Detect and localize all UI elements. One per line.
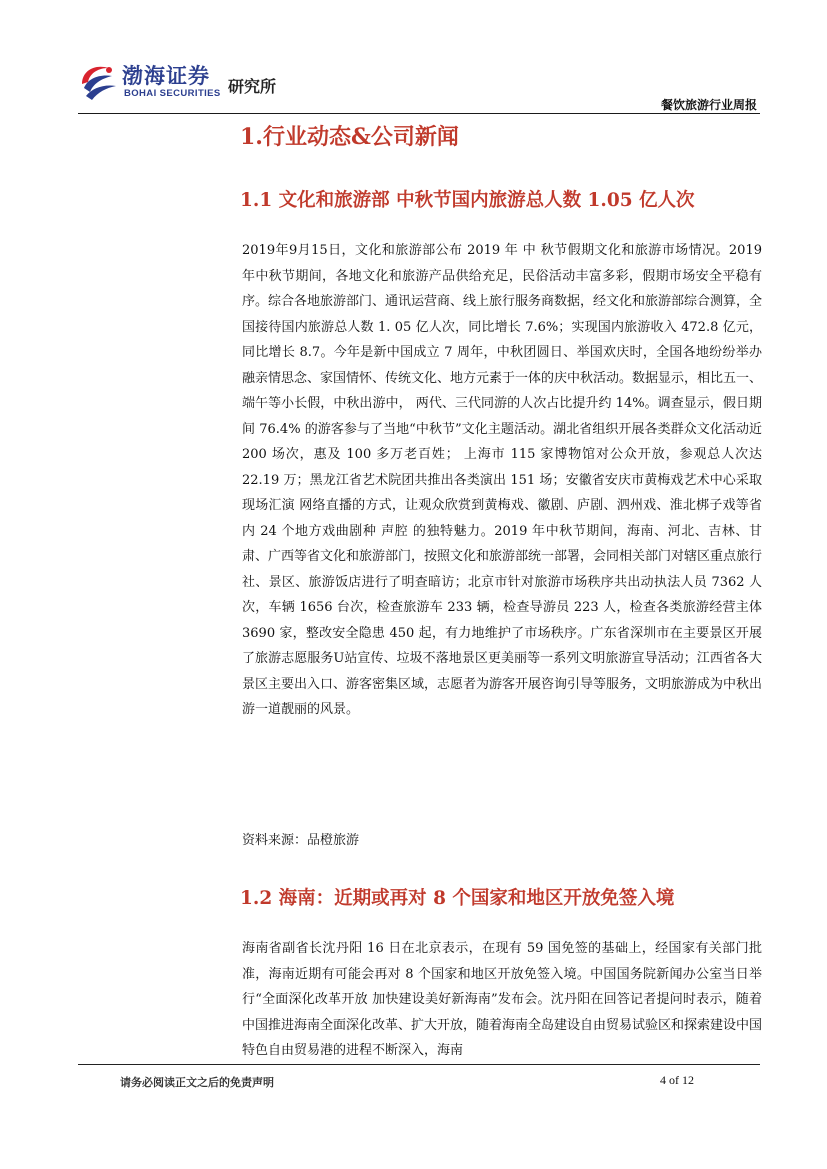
subsection-heading-2: 1.2 海南：近期或再对 8 个国家和地区开放免签入境 bbox=[240, 888, 675, 909]
footer-divider bbox=[78, 1064, 760, 1065]
report-title: 餐饮旅游行业周报 bbox=[660, 98, 757, 112]
bohai-logo-icon bbox=[78, 62, 118, 102]
header-divider bbox=[78, 113, 760, 114]
research-institute-label: 研究所 bbox=[228, 77, 277, 96]
source-note: 资料来源：品橙旅游 bbox=[242, 833, 360, 848]
page-number: 4 of 12 bbox=[660, 1073, 694, 1087]
subsection-2-paragraph: 海南省副省长沈丹阳 16 日在北京表示，在现有 59 国免签的基础上，经国家有关部门批准，海南近期有可能会再对 8 个国家和地区开放免签入境。中国国务院新闻办公室当日举行“全面深化改革开放 加快建设美好新海南”发布会。沈丹阳在回答记者提问时表示，随着中国推进海南全面深化改革、扩大开放，随着海南全岛建设自由贸易试验区和探索建设中国特色自由贸易港的进程不断深入，海南 bbox=[242, 941, 763, 1058]
subsection-1-paragraph: 2019年9月15日，文化和旅游部公布 2019 年 中 秋节假期文化和旅游市场情况。2019 年中秋节期间，各地文化和旅游产品供给充足，民俗活动丰富多彩，假期市场安全平稳有序。综合各地旅游部门、通讯运营商、线上旅行服务商数据，经文化和旅游部综合测算，全国接待国内旅游总人数 1. 05 亿人次，同比增长 7.6%；实现国内旅游收入 472.8 亿元，同比增长 8.7。今年是新中国成立 7 周年，中秋团圆日、举国欢庆时，全国各地纷纷举办融亲情思念、家国情怀、传统文化、地方元素于一体的庆中秋活动。数据显示，相比五一、端午等小长假，中秋出游中， 两代、三代同游的人次占比提升约 14%。调查显示，假日期间 76.4% 的游客参与了当地“中秋节”文化主题活动。湖北省组织开展各类群众文化活动近 200 场次，惠及 100 多万老百姓； 上海市 115 家博物馆对公众开放，参观总人次达 22.19 万；黑龙江省艺术院团共推出各类演出 151 场；安徽省安庆市黄梅戏艺术中心采取现场汇演 网络直播的方式，让观众欣赏到黄梅戏、徽剧、庐剧、泗州戏、淮北梆子戏等省内 24 个地方戏曲剧种 声腔 的独特魅力。2019 年中秋节期间，海南、河北、吉林、甘肃、广西等省文化和旅游部门，按照文化和旅游部统一部署，会同相关部门对辖区重点旅行社、景区、旅游饭店进行了明查暗访；北京市针对旅游市场秩序共出动执法人员 7362 人次，车辆 1656 台次，检查旅游车 233 辆，检查导游员 223 人，检查各类旅游经营主体 3690 家，整改安全隐患 450 起，有力地维护了市场秩序。广东省深圳市在主要景区开展了旅游志愿服务U站宣传、垃圾不落地景区更美丽等一系列文明旅游宣导活动；江西省各大景区主要出入口、游客密集区域，志愿者为游客开展咨询引导等服务，文明旅游成为中秋出游一道靓丽的风景。 bbox=[242, 243, 763, 717]
company-logo-text: 渤海证券 bbox=[122, 64, 210, 88]
subsection-heading-1: 1.1 文化和旅游部 中秋节国内旅游总人数 1.05 亿人次 bbox=[240, 190, 695, 211]
disclaimer-notice: 请务必阅读正文之后的免责声明 bbox=[120, 1076, 274, 1089]
section-heading: 1.行业动态&公司新闻 bbox=[240, 124, 459, 150]
company-logo-english: BOHAI SECURITIES bbox=[124, 88, 221, 99]
page-header bbox=[0, 0, 827, 118]
